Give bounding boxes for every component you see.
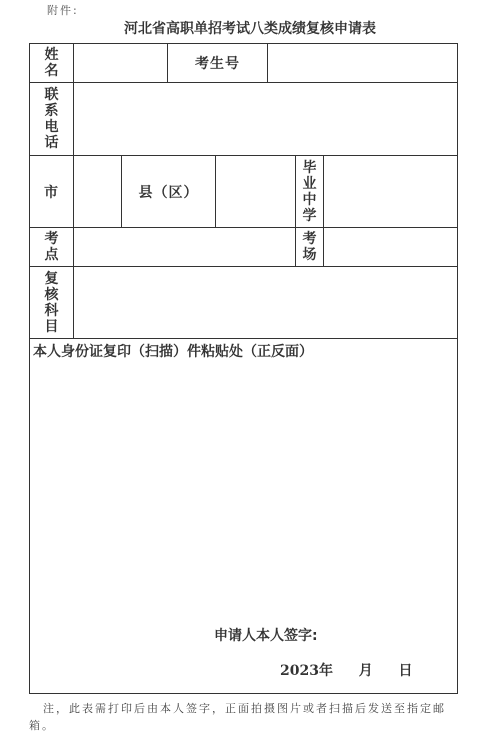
form-title: 河北省高职单招考试八类成绩复核申请表: [124, 21, 376, 37]
row-subject: [30, 267, 457, 339]
phone-label-text: 联系电话: [44, 87, 59, 151]
site-field[interactable]: [74, 228, 296, 266]
footnote: [29, 700, 461, 734]
county-label: 县（区）: [122, 156, 216, 227]
name-field[interactable]: [74, 44, 168, 82]
phone-label: [30, 83, 74, 155]
name-label: [30, 44, 74, 82]
name-label-text: 姓名: [44, 47, 59, 79]
county-field[interactable]: [216, 156, 296, 227]
row-site: [30, 228, 457, 267]
attachment-label: 附件:: [47, 4, 79, 17]
subject-label-text: 复核科目: [44, 270, 59, 335]
room-field[interactable]: [324, 228, 457, 266]
date-day: 日: [398, 663, 413, 679]
signature-label: 申请人本人签字:: [214, 628, 318, 644]
footnote-text: 注，此表需打印后由本人签字，正面拍摄图片或者扫描后发送至指定邮箱。: [29, 702, 446, 732]
date-month: 月: [358, 663, 373, 679]
phone-field[interactable]: [74, 83, 457, 155]
application-form: [29, 43, 458, 694]
city-label: 市: [30, 156, 74, 227]
subject-field[interactable]: [74, 267, 457, 338]
school-label: [296, 156, 324, 227]
row-name: [30, 44, 457, 83]
exam-no-label: 考生号: [168, 44, 268, 82]
id-copy-label: 本人身份证复印（扫描）件粘贴处（正反面）: [33, 344, 313, 360]
row-phone: [30, 83, 457, 156]
room-label: [296, 228, 324, 266]
subject-label: [30, 267, 74, 338]
school-field[interactable]: [324, 156, 457, 227]
row-region: [30, 156, 457, 228]
room-label-text: 考场: [302, 231, 317, 263]
date-line: [280, 660, 414, 680]
city-field[interactable]: [74, 156, 122, 227]
site-label-text: 考点: [44, 231, 59, 263]
exam-no-field[interactable]: [268, 44, 457, 82]
site-label: [30, 228, 74, 266]
school-label-text: 毕业中学: [302, 159, 317, 224]
date-year: 2023年: [280, 663, 333, 679]
